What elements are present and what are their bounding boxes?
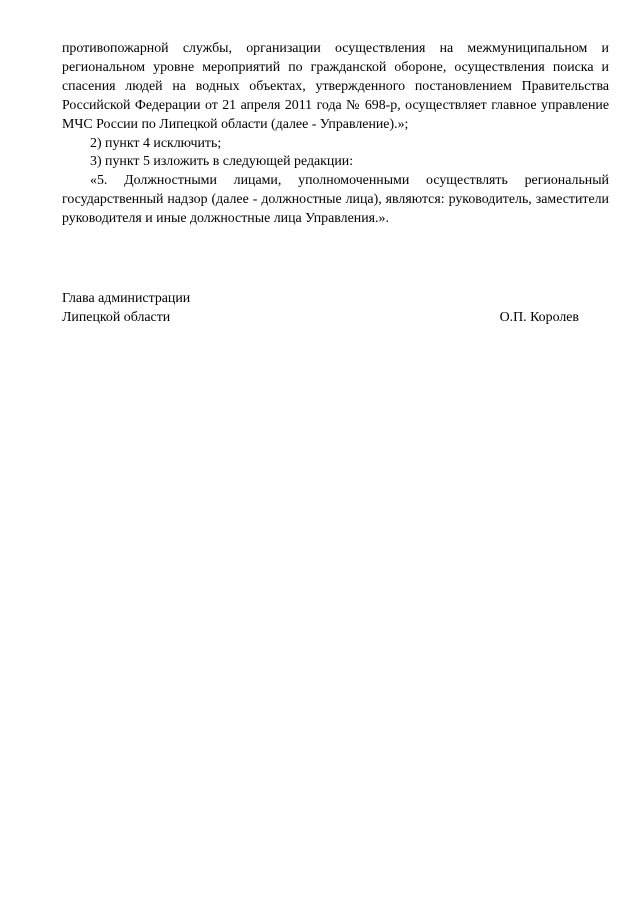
signature-line bbox=[62, 308, 579, 327]
paragraph-continuation: противопожарной службы, организации осуществления на межмуниципальном и региональном уровне мероприятий по гражданской обороне, осуществления поиска и спасения людей на водных объектах, утвержденного постановлением Правительства Российской Федерации от 21 апреля 2011 года № 698-р, осуществляет главное управление МЧС России по Липецкой области (далее - Управление).»; bbox=[62, 41, 609, 132]
signatory-name: О.П. Королев bbox=[499, 310, 579, 325]
document-body bbox=[62, 40, 609, 229]
paragraph-item-2: 2) пункт 4 исключить; bbox=[90, 135, 222, 151]
signature-block bbox=[62, 289, 579, 327]
signatory-title-line2: Липецкой области bbox=[62, 310, 171, 325]
paragraph-quote: «5. Должностными лицами, уполномоченными осуществлять региональный государственный надзор (далее - должностные лица), являются: руководитель, заместители руководителя и иные должностные лица Управления.». bbox=[62, 173, 609, 227]
paragraph-item-3: 3) пункт 5 изложить в следующей редакции: bbox=[90, 154, 354, 170]
signatory-title-line1: Глава администрации bbox=[62, 291, 191, 306]
